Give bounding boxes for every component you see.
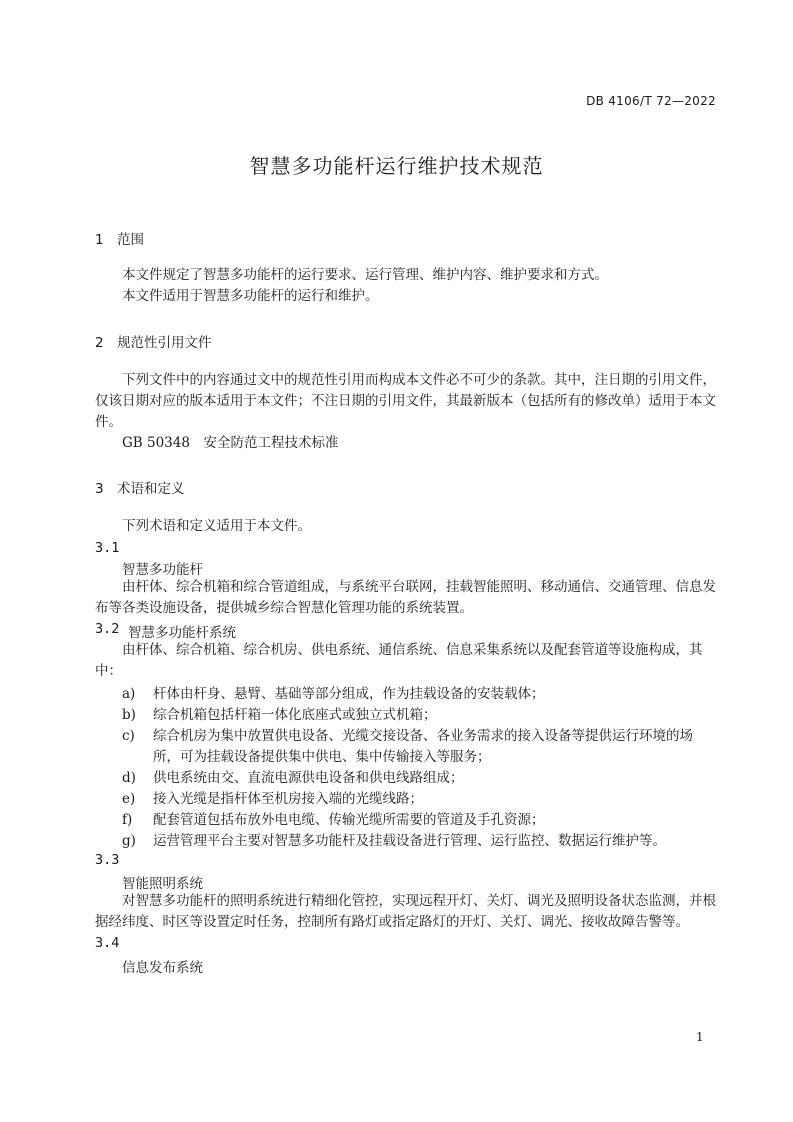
term-definition: 对智慧多功能杆的照明系统进行精细化管控，实现远程开灯、关灯、调光及照明设备状态监测，并根据经纬度、时区等设置定时任务，控制所有路灯或指定路灯的开灯、关灯、调光、接收故障告警等。: [95, 893, 716, 930]
paragraph: 本文件规定了智慧多功能杆的运行要求、运行管理、维护内容、维护要求和方式。: [122, 267, 608, 283]
page-number: 1: [696, 1030, 704, 1044]
section-2-heading: [95, 331, 212, 351]
paragraph: 下列文件中的内容通过文中的规范性引用而构成本文件必不可少的条款。其中，注日期的引用文件，仅该日期对应的版本适用于本文件；不注日期的引用文件，其最新版本（包括所有的修改单）适用于本文件。: [95, 372, 716, 430]
list-marker: a): [122, 686, 136, 702]
list-text: 供电系统由交、直流电源供电设备和供电线路组成；: [153, 770, 464, 786]
section-title: 术语和定义: [117, 481, 185, 497]
term-definition: 由杆体、综合机箱、综合机房、供电系统、通信系统、信息采集系统以及配套管道等设施构成，其中：: [95, 642, 703, 679]
list-marker: c): [122, 728, 135, 744]
term-number: 3.2: [95, 621, 120, 637]
document-title: 智慧多功能杆运行维护技术规范: [249, 154, 544, 178]
list-item: [122, 705, 717, 726]
list-marker: g): [122, 833, 136, 849]
term-name: 智能照明系统: [122, 876, 203, 892]
term-name: 信息发布系统: [122, 960, 203, 976]
list-item: [122, 726, 717, 768]
document-code: DB 4106/T 72—2022: [586, 94, 716, 108]
term-number: 3.3: [95, 852, 120, 868]
list-text: 接入光缆是指杆体至机房接入端的光缆线路；: [153, 791, 423, 807]
list-marker: f): [122, 812, 133, 828]
term-definition: 由杆体、综合机箱和综合管道组成，与系统平台联网，挂载智能照明、移动通信、交通管理、信息发布等各类设施设备，提供城乡综合智慧化管理功能的系统装置。: [95, 579, 716, 616]
list-text: 配套管道包括布放外电电缆、传输光缆所需要的管道及手孔资源；: [153, 812, 545, 828]
list-item: [122, 768, 717, 789]
list-item: [122, 831, 717, 852]
list-item: [122, 789, 717, 810]
list-item: [122, 810, 717, 831]
paragraph: 下列术语和定义适用于本文件。: [122, 518, 311, 534]
term-number: 3.1: [95, 540, 120, 556]
section-number: 1: [95, 232, 104, 248]
section-1-heading: [95, 228, 144, 248]
list-text: 杆体由杆身、悬臂、基础等部分组成，作为挂载设备的安装载体；: [153, 686, 545, 702]
list-marker: b): [122, 707, 136, 723]
list-text: 综合机房为集中放置供电设备、光缆交接设备、各业务需求的接入设备等提供运行环境的场所，可为挂载设备提供集中供电、集中传输接入等服务；: [153, 728, 693, 765]
list-marker: e): [122, 791, 136, 807]
section-title: 规范性引用文件: [117, 335, 212, 351]
section-number: 2: [95, 335, 104, 351]
list-marker: d): [122, 770, 136, 786]
term-number: 3.4: [95, 935, 120, 951]
term-name: 智慧多功能杆: [122, 562, 203, 578]
section-3-heading: [95, 477, 185, 497]
reference-item: GB 50348 安全防范工程技术标准: [122, 435, 339, 451]
paragraph: 本文件适用于智慧多功能杆的运行和维护。: [122, 288, 379, 304]
list-text: 运营管理平台主要对智慧多功能杆及挂载设备进行管理、运行监控、数据运行维护等。: [153, 833, 666, 849]
list-item: [122, 684, 717, 705]
section-title: 范围: [117, 232, 144, 248]
section-number: 3: [95, 481, 104, 497]
list-text: 综合机箱包括杆箱一体化底座式或独立式机箱；: [153, 707, 437, 723]
term-name: 智慧多功能杆系统: [128, 625, 236, 641]
